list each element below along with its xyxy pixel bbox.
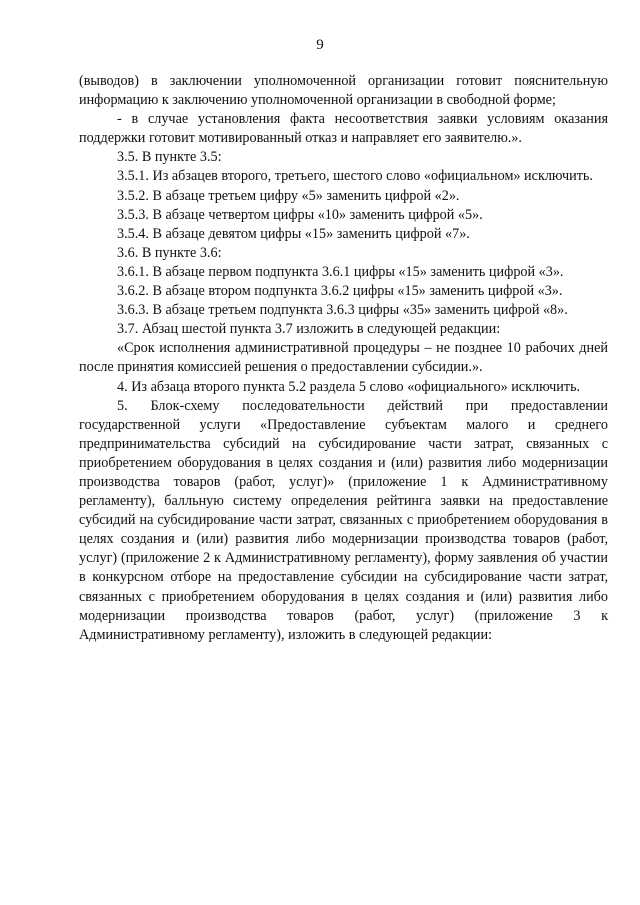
paragraph-6: 3.5.3. В абзаце четвертом цифры «10» заменить цифрой «5». xyxy=(117,206,483,223)
paragraph-11: 3.6.3. В абзаце третьем подпункта 3.6.3 цифры «35» заменить цифрой «8». xyxy=(117,302,568,319)
paragraph-10: 3.6.2. В абзаце втором подпункта 3.6.2 цифры «15» заменить цифрой «3». xyxy=(117,283,563,300)
paragraph-1: (выводов) в заключении уполномоченной организации готовит пояснительную информацию к заключению уполномоченной организации в свободной форме; xyxy=(79,73,608,109)
paragraph-14: 4. Из абзаца второго пункта 5.2 раздела 5 слово «официального» исключить. xyxy=(117,378,581,395)
paragraph-7: 3.5.4. В абзаце девятом цифры «15» заменить цифрой «7». xyxy=(117,225,470,242)
paragraph-12: 3.7. Абзац шестой пункта 3.7 изложить в следующей редакции: xyxy=(117,321,501,338)
paragraph-9: 3.6.1. В абзаце первом подпункта 3.6.1 цифры «15» заменить цифрой «3». xyxy=(117,263,564,280)
paragraph-4: 3.5.1. Из абзацев второго, третьего, шестого слово «официальном» исключить. xyxy=(117,168,593,185)
paragraph-15: 5. Блок-схему последовательности действий при предоставлении государственной услуги «Предоставление субъектам малого и среднего предпринимательства субсидий на субсидирование части затрат, связанных с приобретением оборудования в целях создания и (или) развития либо модернизации производства товаров (работ, услуг)» (приложение 1 к Административному регламенту), балльную систему определения рейтинга заявки на предоставление субсидий на субсидирование части затрат, связанных с приобретением оборудования в целях создания и (или) развития либо модернизации производства товаров (работ, услуг) (приложение 2 к Административному регламенту), форму заявления об участии в конкурсном отборе на предоставление субсидии на субсидирование части затрат, связанных с приобретением оборудования в целях создания и (или) развития либо модернизации производства товаров (работ, услуг) (приложение 3 к Административному регламенту), изложить в следующей редакции: xyxy=(79,397,608,643)
document-body xyxy=(79,72,608,645)
page-number: 9 xyxy=(316,37,324,53)
paragraph-2: - в случае установления факта несоответствия заявки условиям оказания поддержки готовит мотивированный отказ и направляет его заявителю.». xyxy=(79,111,608,147)
paragraph-8: 3.6. В пункте 3.6: xyxy=(117,244,222,261)
paragraph-5: 3.5.2. В абзаце третьем цифру «5» заменить цифрой «2». xyxy=(117,187,460,204)
paragraph-13: «Срок исполнения административной процедуры – не позднее 10 рабочих дней после принятия комиссией решения о предоставлении субсидии.». xyxy=(79,340,608,376)
paragraph-3: 3.5. В пункте 3.5: xyxy=(117,149,222,166)
